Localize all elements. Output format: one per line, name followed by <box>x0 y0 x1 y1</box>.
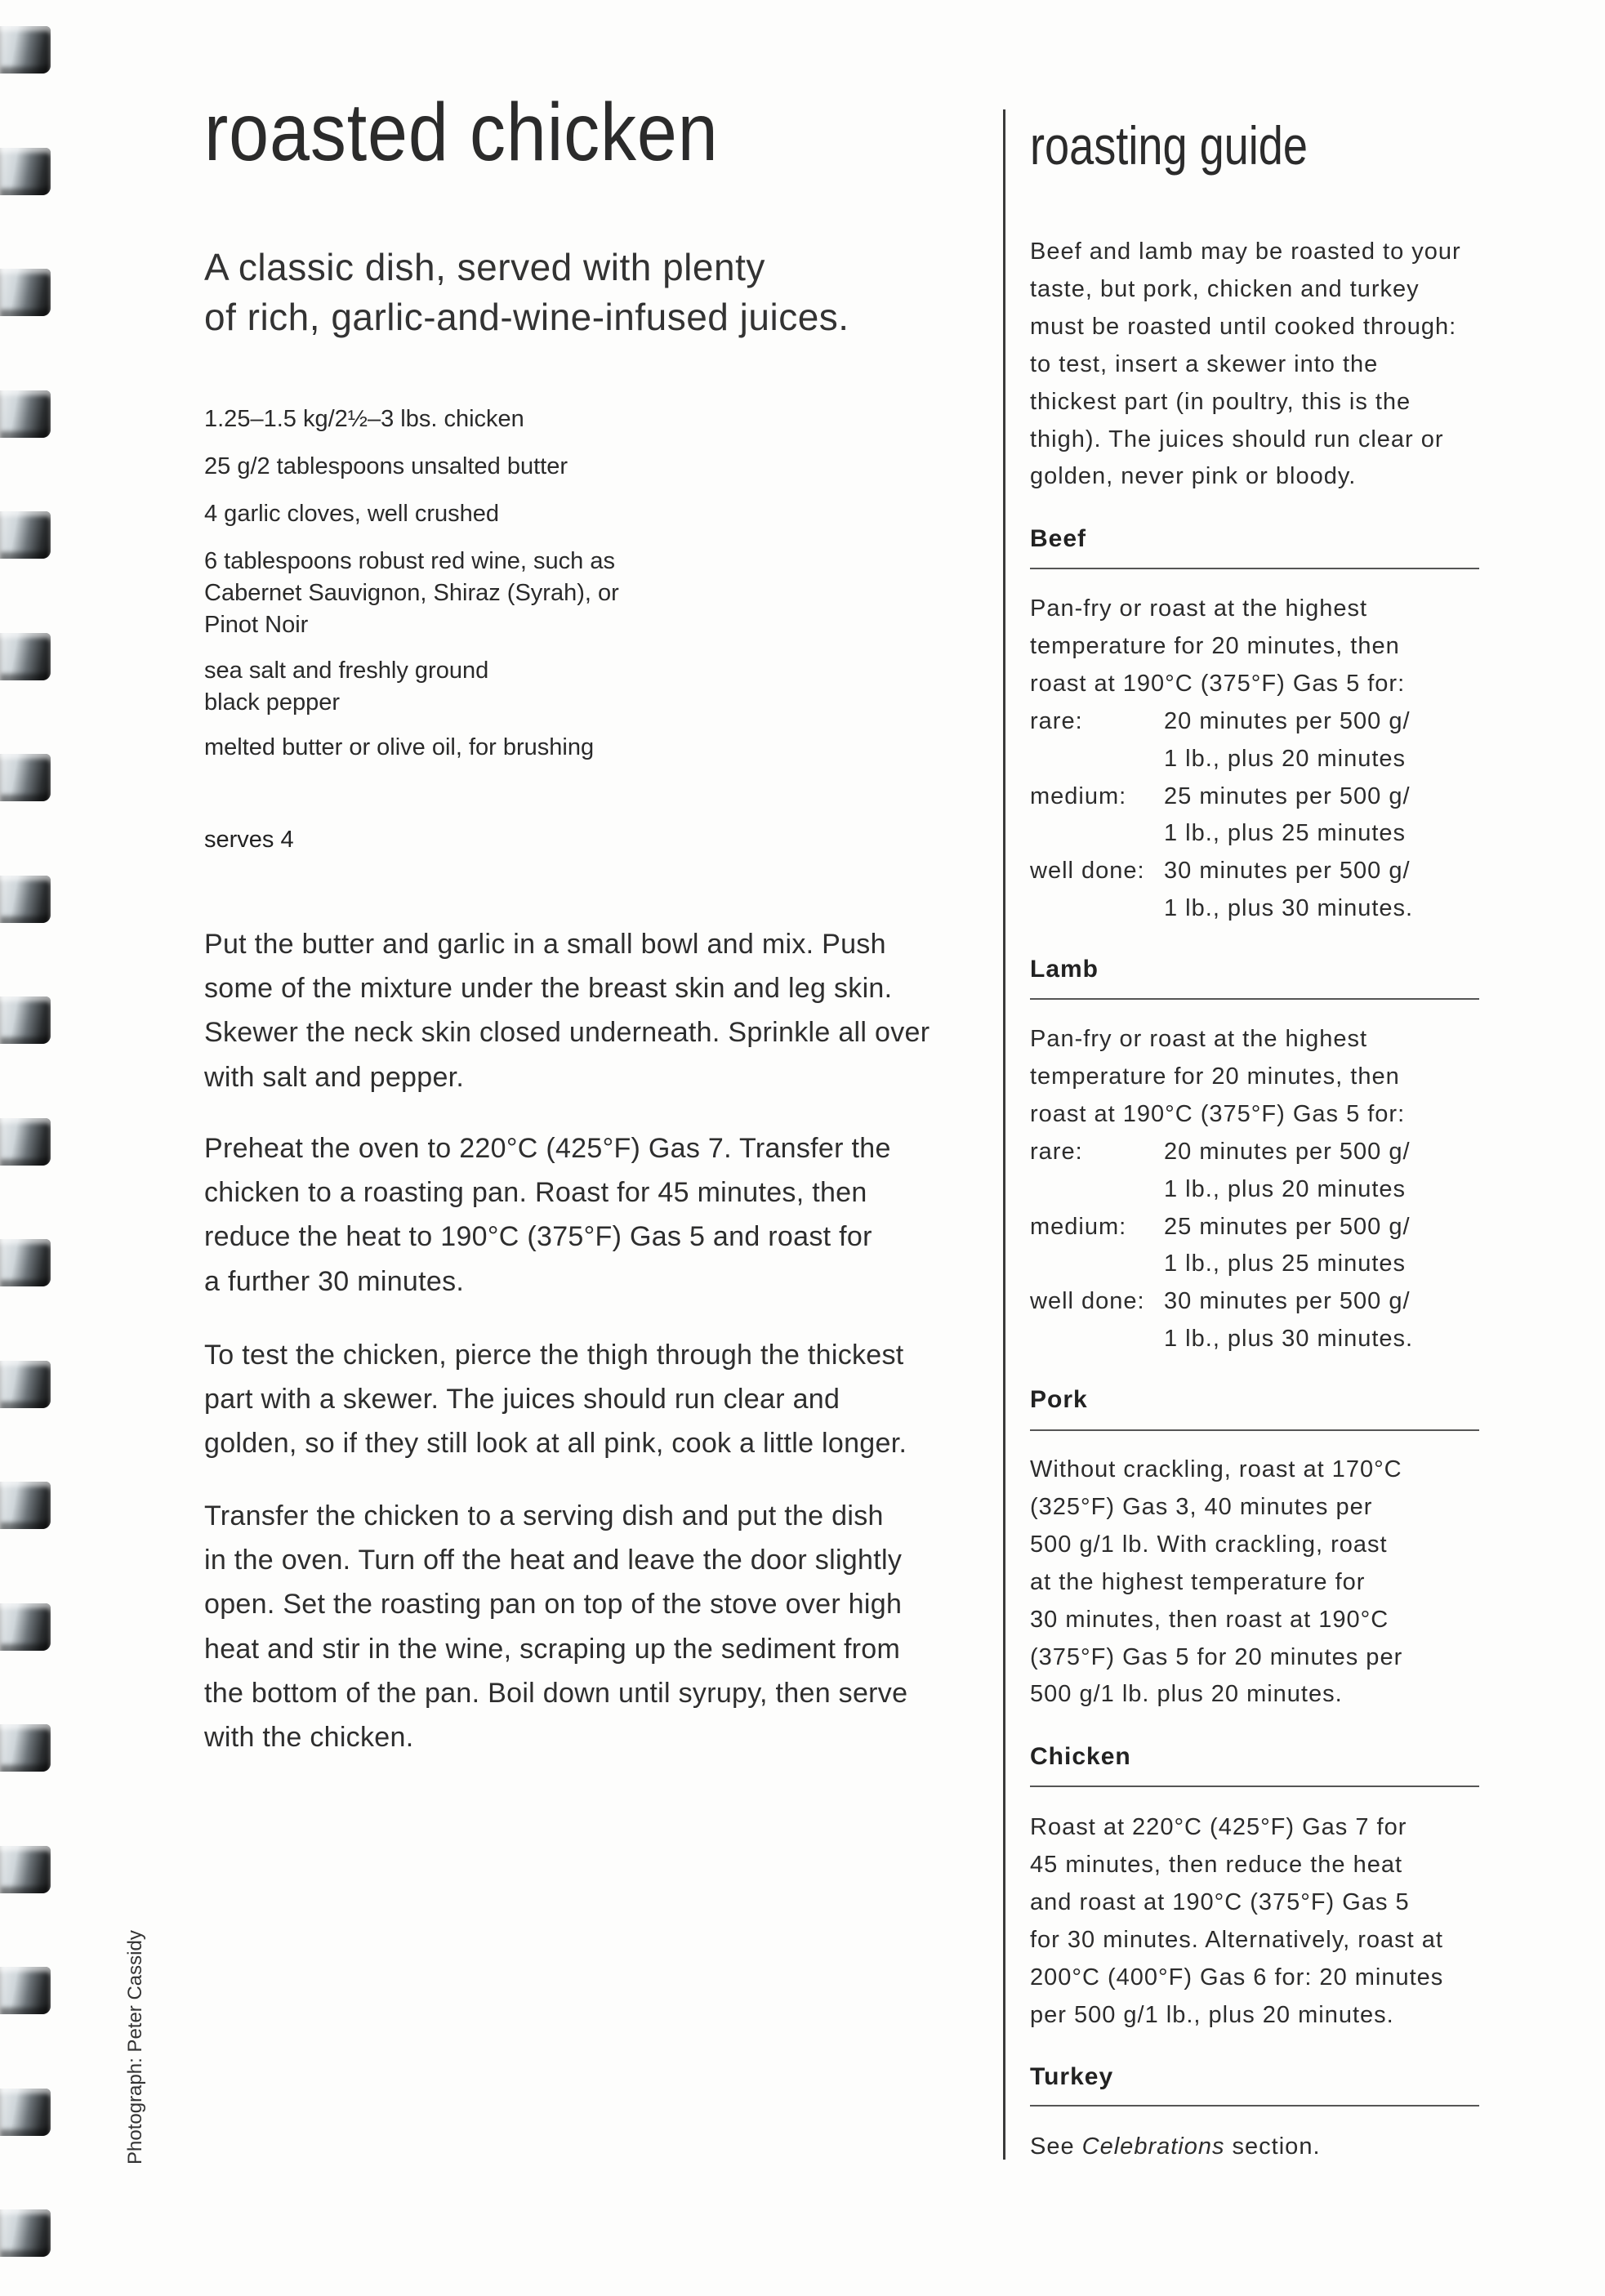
body-line: at the highest temperature for <box>1030 1568 1366 1595</box>
method-line: Preheat the oven to 220°C (425°F) Gas 7. Transfer the <box>204 1133 891 1164</box>
serves-count: serves 4 <box>204 827 294 853</box>
section-body <box>1030 1021 1487 1358</box>
doneness-row <box>1030 1209 1487 1246</box>
method-line: chicken to a roasting pan. Roast for 45 minutes, then <box>204 1177 867 1209</box>
doneness-row <box>1030 1246 1487 1283</box>
binding-ring-icon <box>0 1239 51 1286</box>
ingredient-line: Cabernet Sauvignon, Shiraz (Syrah), or <box>204 580 619 606</box>
doneness-row <box>1030 1171 1487 1209</box>
doneness-label: medium: <box>1030 1213 1127 1240</box>
ingredient-item <box>204 403 524 435</box>
ingredient-line: black pepper <box>204 689 341 716</box>
method-line: Put the butter and garlic in a small bowl and mix. Push <box>204 929 886 960</box>
ingredient-line: 4 garlic cloves, well crushed <box>204 501 500 527</box>
binding-ring-icon <box>0 1118 51 1166</box>
see-suffix: section. <box>1224 2133 1321 2160</box>
doneness-row <box>1030 703 1487 741</box>
see-prefix: See <box>1030 2133 1082 2160</box>
doneness-time: 30 minutes per 500 g/ <box>1164 1288 1411 1315</box>
doneness-time: 25 minutes per 500 g/ <box>1164 1213 1411 1240</box>
body-line: roast at 190°C (375°F) Gas 5 for: <box>1030 670 1406 697</box>
doneness-time: 1 lb., plus 20 minutes <box>1164 745 1407 772</box>
body-line: for 30 minutes. Alternatively, roast at <box>1030 1926 1443 1953</box>
body-line: 200°C (400°F) Gas 6 for: 20 minutes <box>1030 1964 1444 1991</box>
method-line: some of the mixture under the breast skin and leg skin. <box>204 973 893 1005</box>
doneness-time: 1 lb., plus 20 minutes <box>1164 1175 1407 1202</box>
doneness-time: 1 lb., plus 25 minutes <box>1164 820 1407 847</box>
body-line: 500 g/1 lb. With crackling, roast <box>1030 1531 1388 1558</box>
body-line: Pan-fry or roast at the highest <box>1030 595 1368 622</box>
doneness-time: 30 minutes per 500 g/ <box>1164 858 1411 885</box>
body-line: (375°F) Gas 5 for 20 minutes per <box>1030 1643 1403 1670</box>
body-line: Pan-fry or roast at the highest <box>1030 1026 1368 1052</box>
body-line: temperature for 20 minutes, then <box>1030 1063 1400 1090</box>
doneness-row <box>1030 778 1487 816</box>
ingredient-line: 6 tablespoons robust red wine, such as <box>204 548 615 574</box>
doneness-time: 25 minutes per 500 g/ <box>1164 782 1411 809</box>
binding-ring-icon <box>0 1361 51 1408</box>
ingredient-item <box>204 498 499 530</box>
subtitle-line: of rich, garlic-and-wine-infused juices. <box>204 296 849 338</box>
ingredient-line: melted butter or olive oil, for brushing <box>204 734 595 760</box>
guide-intro <box>1030 234 1487 496</box>
method-line: Skewer the neck skin closed underneath. Sprinkle all over <box>204 1017 930 1049</box>
ingredient-line: sea salt and freshly ground <box>204 658 489 684</box>
binding-ring-icon <box>0 1482 51 1529</box>
section-rule <box>1030 568 1479 569</box>
method-line: Transfer the chicken to a serving dish and put the dish <box>204 1500 884 1531</box>
method-line: with salt and pepper. <box>204 1061 465 1093</box>
subtitle-line: A classic dish, served with plenty <box>204 246 765 288</box>
doneness-row <box>1030 853 1487 890</box>
method-paragraph <box>204 1333 988 1466</box>
binding-ring-icon <box>0 1846 51 1893</box>
binding-ring-icon <box>0 148 51 195</box>
doneness-label <box>1030 741 1164 778</box>
binding-ring-icon <box>0 754 51 801</box>
intro-line: Beef and lamb may be roasted to your <box>1030 239 1461 265</box>
doneness-label <box>1030 815 1164 853</box>
doneness-label: rare: <box>1030 707 1083 734</box>
intro-line: thickest part (in poultry, this is the <box>1030 388 1411 415</box>
recipe-subtitle <box>204 243 849 342</box>
binding-ring-icon <box>0 2089 51 2136</box>
see-reference <box>1030 2129 1487 2166</box>
method-line: with the chicken. <box>204 1722 414 1754</box>
binding-ring-icon <box>0 996 51 1044</box>
body-line: 500 g/1 lb. plus 20 minutes. <box>1030 1681 1343 1708</box>
doneness-label: well done: <box>1030 858 1145 885</box>
intro-line: taste, but pork, chicken and turkey <box>1030 275 1420 302</box>
photo-credit: Photograph: Peter Cassidy <box>124 1930 146 2164</box>
method-line: reduce the heat to 190°C (375°F) Gas 5 and roast for <box>204 1221 872 1253</box>
method-line: the bottom of the pan. Boil down until syrupy, then serve <box>204 1677 908 1709</box>
intro-line: golden, never pink or bloody. <box>1030 463 1357 490</box>
section-rule <box>1030 2105 1479 2107</box>
section-body <box>1030 1809 1487 2034</box>
doneness-row <box>1030 890 1487 928</box>
binding-ring-icon <box>0 26 51 74</box>
method-line: a further 30 minutes. <box>204 1265 465 1297</box>
body-line: temperature for 20 minutes, then <box>1030 632 1400 659</box>
method-line: golden, so if they still look at all pink, cook a little longer. <box>204 1428 907 1460</box>
method-line: part with a skewer. The juices should run clear and <box>204 1384 840 1415</box>
doneness-label: well done: <box>1030 1288 1145 1315</box>
binding-ring-icon <box>0 511 51 559</box>
binding-ring-icon <box>0 1603 51 1651</box>
body-line: and roast at 190°C (375°F) Gas 5 <box>1030 1888 1410 1915</box>
doneness-label: rare: <box>1030 1138 1083 1165</box>
body-line: Roast at 220°C (425°F) Gas 7 for <box>1030 1814 1407 1840</box>
doneness-label <box>1030 1171 1164 1209</box>
binding-ring-icon <box>0 390 51 438</box>
doneness-row <box>1030 741 1487 778</box>
doneness-row <box>1030 1283 1487 1321</box>
ingredient-item <box>204 546 619 641</box>
section-heading-pork: Pork <box>1030 1386 1088 1413</box>
binding-ring-icon <box>0 876 51 923</box>
intro-line: must be roasted until cooked through: <box>1030 313 1457 340</box>
binding-ring-icon <box>0 2209 51 2257</box>
doneness-label <box>1030 1246 1164 1283</box>
section-rule <box>1030 1786 1479 1787</box>
body-line: 30 minutes, then roast at 190°C <box>1030 1606 1389 1633</box>
body-line: Without crackling, roast at 170°C <box>1030 1456 1402 1482</box>
binding-ring-icon <box>0 1724 51 1772</box>
section-heading-beef: Beef <box>1030 525 1087 552</box>
ingredient-line: 25 g/2 tablespoons unsalted butter <box>204 453 568 479</box>
body-line: (325°F) Gas 3, 40 minutes per <box>1030 1493 1373 1520</box>
ingredient-line: 1.25–1.5 kg/2½–3 lbs. chicken <box>204 406 524 432</box>
section-heading-lamb: Lamb <box>1030 956 1099 983</box>
doneness-time: 1 lb., plus 30 minutes. <box>1164 1326 1414 1353</box>
doneness-row <box>1030 815 1487 853</box>
method-line: open. Set the roasting pan on top of the stove over high <box>204 1589 903 1621</box>
method-paragraph <box>204 1494 988 1759</box>
doneness-row <box>1030 1134 1487 1171</box>
binding-ring-icon <box>0 1967 51 2014</box>
doneness-label: medium: <box>1030 782 1127 809</box>
ingredient-line: Pinot Noir <box>204 612 309 638</box>
method-paragraph <box>204 1126 988 1304</box>
doneness-row <box>1030 1321 1487 1358</box>
ingredient-item <box>204 655 488 719</box>
section-body <box>1030 591 1487 928</box>
method-line: in the oven. Turn off the heat and leave the door slightly <box>204 1545 903 1576</box>
doneness-time: 1 lb., plus 25 minutes <box>1164 1251 1407 1277</box>
celebrations-reference: Celebrations <box>1081 2133 1225 2160</box>
method-paragraph <box>204 922 988 1099</box>
section-heading-turkey: Turkey <box>1030 2063 1114 2090</box>
binding-ring-icon <box>0 633 51 680</box>
body-line: roast at 190°C (375°F) Gas 5 for: <box>1030 1100 1406 1127</box>
body-line: per 500 g/1 lb., plus 20 minutes. <box>1030 2001 1394 2028</box>
intro-line: thigh). The juices should run clear or <box>1030 426 1444 453</box>
section-body <box>1030 1451 1487 1714</box>
method-line: heat and stir in the wine, scraping up the sediment from <box>204 1633 901 1665</box>
doneness-time: 1 lb., plus 30 minutes. <box>1164 895 1414 922</box>
section-rule <box>1030 998 1479 1000</box>
column-divider <box>1003 109 1005 2160</box>
doneness-label <box>1030 890 1164 928</box>
binding-ring-icon <box>0 269 51 316</box>
section-heading-chicken: Chicken <box>1030 1743 1131 1770</box>
doneness-time: 20 minutes per 500 g/ <box>1164 1138 1411 1165</box>
body-line: 45 minutes, then reduce the heat <box>1030 1851 1403 1878</box>
section-rule <box>1030 1429 1479 1431</box>
ingredient-item <box>204 451 568 483</box>
ingredient-item <box>204 732 594 764</box>
doneness-label <box>1030 1321 1164 1358</box>
section-body <box>1030 2129 1487 2166</box>
method-line: To test the chicken, pierce the thigh through the thickest <box>204 1340 904 1371</box>
intro-line: to test, insert a skewer into the <box>1030 350 1379 377</box>
roasting-guide-title: roasting guide <box>1030 115 1309 176</box>
page-title: roasted chicken <box>204 87 719 178</box>
doneness-time: 20 minutes per 500 g/ <box>1164 707 1411 734</box>
